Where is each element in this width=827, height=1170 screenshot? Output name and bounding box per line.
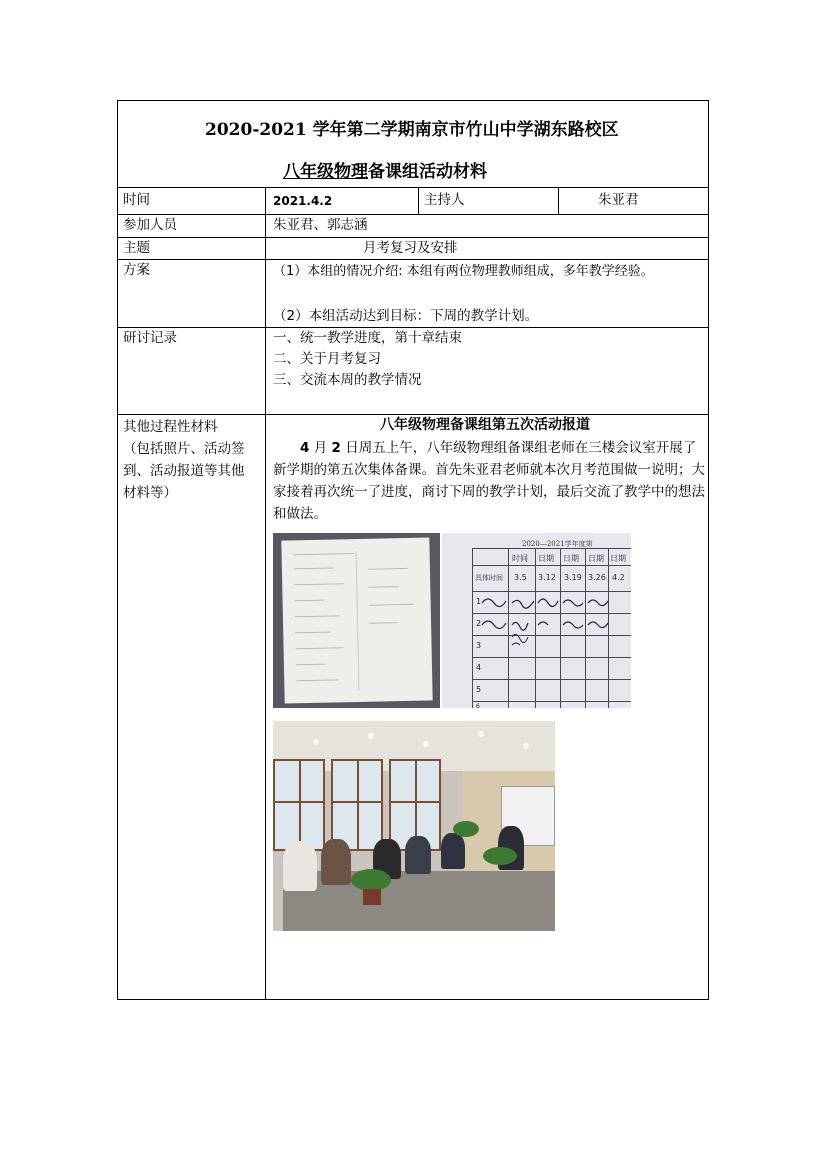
row-divider [117, 414, 709, 415]
row-divider [117, 259, 709, 260]
schedule-sheet-photo [442, 533, 631, 708]
schedule-row-label: 具体时间 [475, 574, 503, 582]
subtitle-rest: 备课组活动材料 [368, 162, 487, 182]
schedule-cell: 日期 [538, 554, 554, 563]
schedule-cell: 时间 [512, 554, 528, 563]
row-divider [117, 214, 709, 215]
schedule-cell: 日期 [563, 554, 579, 563]
column-divider [558, 187, 559, 214]
host-label: 主持人 [424, 192, 465, 208]
other-label-line: 其他过程性材料 [123, 419, 218, 435]
plan-label: 方案 [123, 262, 150, 278]
schedule-date: 4.2 [612, 573, 625, 582]
schedule-cell: 日期 [610, 554, 626, 563]
participants-value: 朱亚君、郭志涵 [273, 217, 368, 233]
signin-sheet-photo [273, 533, 440, 708]
participants-label: 参加人员 [123, 217, 177, 233]
record-item: 三、交流本周的教学情况 [273, 372, 422, 388]
schedule-row-number: 2 [476, 619, 482, 628]
schedule-row-number: 4 [476, 663, 482, 672]
row-divider [117, 187, 709, 188]
schedule-header: 2020—2021学年度第 [522, 540, 593, 548]
subtitle-underlined: 八年级物理 [283, 162, 368, 182]
schedule-row-number: 6 [476, 703, 480, 708]
time-value: 2021.4.2 [273, 194, 333, 208]
handwriting-scribbles [442, 533, 631, 708]
time-label: 时间 [123, 192, 150, 208]
schedule-row-number: 1 [476, 597, 482, 606]
record-item: 一、统一教学进度，第十章结束 [273, 330, 462, 346]
schedule-row-number: 5 [476, 685, 482, 694]
row-divider [117, 327, 709, 328]
other-label-line: 到、活动报道等其他 [123, 463, 245, 479]
other-label-line: 材料等） [123, 485, 177, 501]
document-title: 2020-2021 学年第二学期南京市竹山中学湖东路校区 [205, 120, 619, 140]
record-item: 二、关于月考复习 [273, 351, 381, 367]
schedule-row-number: 3 [476, 641, 482, 650]
schedule-date: 3.5 [514, 573, 527, 582]
plan-line-2: （2）本组活动达到目标：下周的教学计划。 [273, 308, 539, 324]
plan-line-1: （1）本组的情况介绍: 本组有两位物理教师组成，多年教学经验。 [273, 264, 654, 279]
report-paragraph: 4 月 2 日周五上午，八年级物理组备课组老师在三楼会议室开展了新学期的第五次集体备课。首先朱亚君老师就本次月考范围做一说明；大家接着再次统一了进度，商讨下周的教学计划，最后交流了教学中的想法和做法。 [273, 440, 705, 522]
row-divider [117, 237, 709, 238]
host-value: 朱亚君 [598, 192, 639, 208]
topic-label: 主题 [123, 240, 150, 256]
schedule-date: 3.12 [538, 573, 556, 582]
meeting-room-photo [273, 721, 555, 931]
column-divider [418, 187, 419, 214]
schedule-cell: 日期 [588, 554, 604, 563]
document-subtitle [283, 157, 487, 182]
topic-value: 月考复习及安排 [363, 240, 458, 256]
record-label: 研讨记录 [123, 330, 177, 346]
schedule-date: 3.19 [564, 573, 582, 582]
column-divider [265, 187, 266, 1000]
report-title: 八年级物理备课组第五次活动报道 [380, 417, 590, 433]
schedule-date: 3.26 [588, 573, 606, 582]
other-label-line: （包括照片、活动签 [123, 441, 245, 457]
